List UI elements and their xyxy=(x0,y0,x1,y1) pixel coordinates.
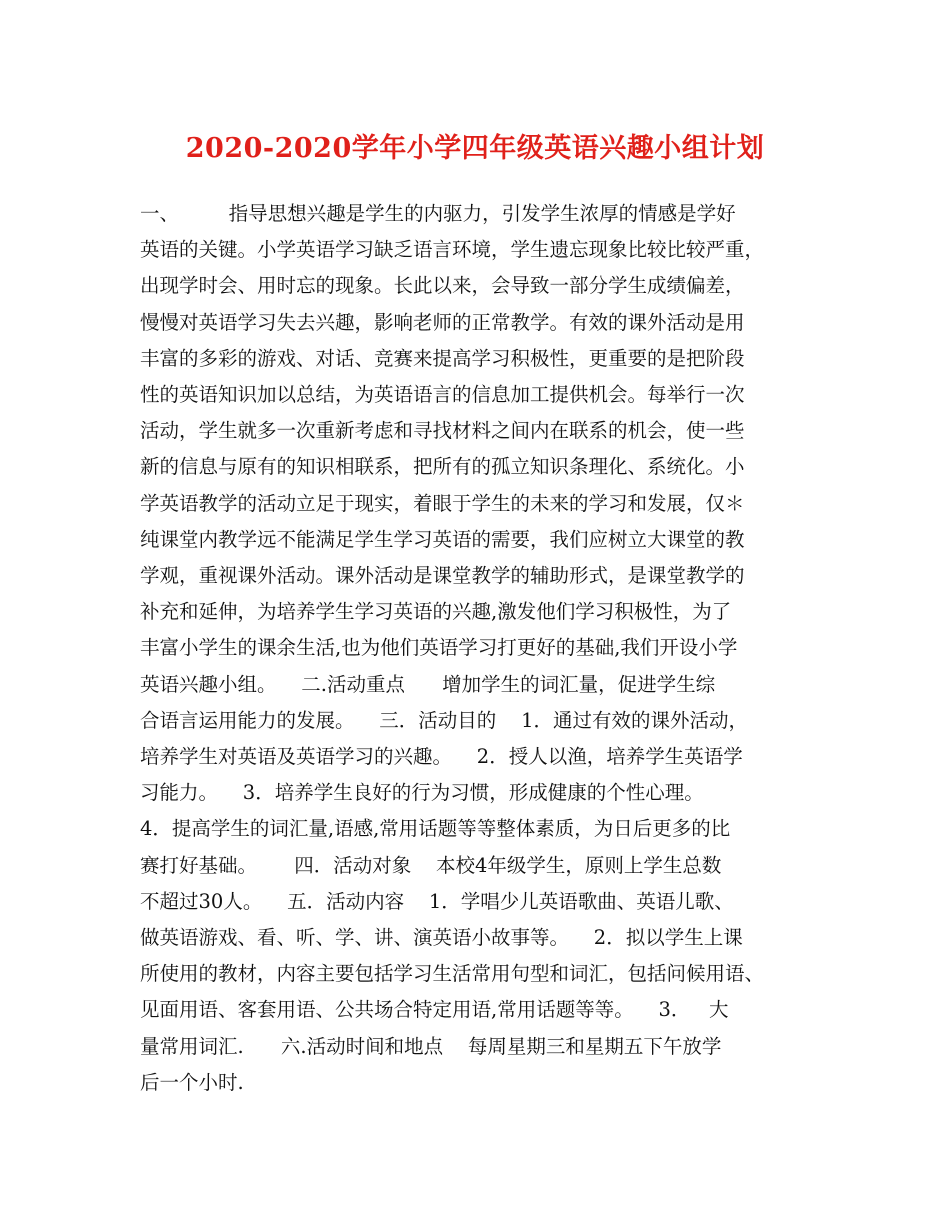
body-line: 一、 指导思想兴趣是学生的内驱力，引发学生浓厚的情感是学好 xyxy=(140,202,736,225)
body-line: 见面用语、客套用语、公共场合特定用语,常用话题等等。 3． 大 xyxy=(140,998,729,1022)
body-line: 不超过30人。 五．活动内容 1．学唱少儿英语歌曲、英语儿歌、 xyxy=(140,889,734,913)
body-line: 丰富小学生的课余生活,也为他们英语学习打更好的基础,我们开设小学 xyxy=(140,636,738,660)
body-line: 丰富的多彩的游戏、对话、竞赛来提高学习积极性，更重要的是把阶段 xyxy=(140,346,745,370)
body-line: 英语兴趣小组。 二.活动重点 增加学生的词汇量，促进学生综 xyxy=(140,672,716,696)
body-line: 纯课堂内教学远不能满足学生学习英语的需要，我们应树立大课堂的教 xyxy=(140,527,745,551)
body-line: 习能力。 3．培养学生良好的行为习惯，形成健康的个性心理。 xyxy=(140,781,704,805)
body-line: 性的英语知识加以总结，为英语语言的信息加工提供机会。每举行一次 xyxy=(140,383,745,407)
body-line: 赛打好基础。 四．活动对象 本校4年级学生，原则上学生总数 xyxy=(140,853,722,877)
body-line: 补充和延伸，为培养学生学习英语的兴趣,激发他们学习积极性，为了 xyxy=(140,600,732,624)
body-line: 学英语教学的活动立足于现实，着眼于学生的未来的学习和发展，仅＊ xyxy=(140,491,745,515)
body-line: 合语言运用能力的发展。 三．活动目的 1．通过有效的课外活动， xyxy=(140,708,748,732)
body-line: 4．提高学生的词汇量,语感,常用话题等等整体素质，为日后更多的比 xyxy=(140,817,731,841)
body-line: 培养学生对英语及英语学习的兴趣。 2．授人以渔，培养学生英语学 xyxy=(140,745,743,769)
page-title: 2020-2020学年小学四年级英语兴趣小组计划 xyxy=(185,133,765,164)
body-line: 量常用词汇. 六.活动时间和地点 每周星期三和星期五下午放学 xyxy=(140,1034,722,1058)
body-line: 新的信息与原有的知识相联系，把所有的孤立知识条理化、系统化。小 xyxy=(140,455,745,479)
body-line: 活动，学生就多一次重新考虑和寻找材料之间内在联系的机会，使一些 xyxy=(140,419,745,443)
body-line: 英语的关键。小学英语学习缺乏语言环境，学生遗忘现象比较比较严重， xyxy=(140,238,765,262)
document-body xyxy=(140,196,828,1101)
body-line: 慢慢对英语学习失去兴趣，影响老师的正常教学。有效的课外活动是用 xyxy=(140,310,745,334)
body-line: 出现学时会、用时忘的现象。长此以来，会导致一部分学生成绩偏差， xyxy=(140,274,745,298)
body-line: 所使用的教材，内容主要包括学习生活常用句型和词汇，包括问候用语、 xyxy=(140,962,765,986)
body-line: 后一个小时. xyxy=(140,1070,244,1094)
body-line: 做英语游戏、看、听、学、讲、演英语小故事等。 2．拟以学生上课 xyxy=(140,926,743,950)
body-line: 学观，重视课外活动。课外活动是课堂教学的辅助形式，是课堂教学的 xyxy=(140,564,745,588)
